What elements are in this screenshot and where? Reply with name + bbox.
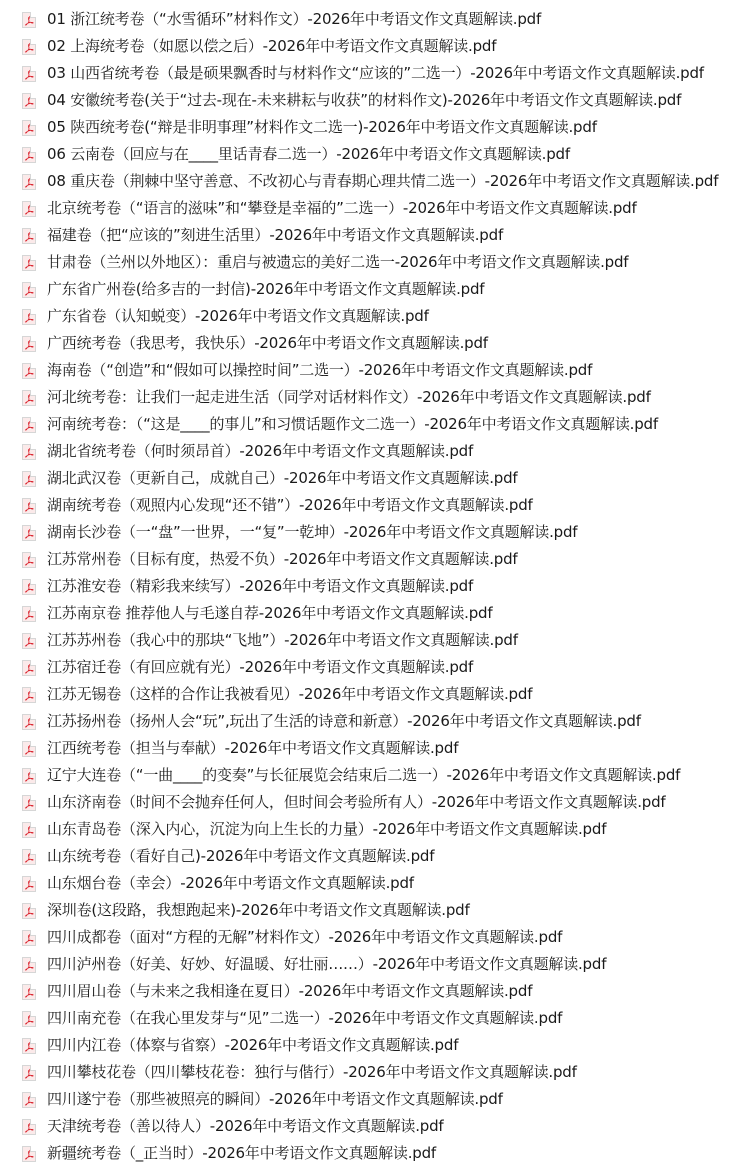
file-name: 四川南充卷（在我心里发芽与“见”二选一）-2026年中考语文作文真题解读.pdf bbox=[47, 1009, 563, 1027]
file-item[interactable] bbox=[0, 6, 744, 33]
pdf-file-icon bbox=[22, 66, 36, 82]
file-name: 广东省广州卷(给多吉的一封信)-2026年中考语文作文真题解读.pdf bbox=[47, 280, 485, 298]
pdf-file-icon bbox=[22, 633, 36, 649]
file-name: 河北统考卷：让我们一起走进生活（同学对话材料作文）-2026年中考语文作文真题解读.pdf bbox=[47, 388, 651, 406]
file-item[interactable] bbox=[0, 438, 744, 465]
file-name: 江苏宿迁卷（有回应就有光）-2026年中考语文作文真题解读.pdf bbox=[47, 658, 474, 676]
file-item[interactable] bbox=[0, 573, 744, 600]
file-item[interactable] bbox=[0, 627, 744, 654]
pdf-file-icon bbox=[22, 1119, 36, 1135]
pdf-file-icon bbox=[22, 228, 36, 244]
file-item[interactable] bbox=[0, 816, 744, 843]
file-item[interactable] bbox=[0, 870, 744, 897]
pdf-file-icon bbox=[22, 1146, 36, 1162]
pdf-file-icon bbox=[22, 39, 36, 55]
file-item[interactable] bbox=[0, 114, 744, 141]
pdf-file-icon bbox=[22, 579, 36, 595]
pdf-file-icon bbox=[22, 147, 36, 163]
file-name: 山东青岛卷（深入内心，沉淀为向上生长的力量）-2026年中考语文作文真题解读.pdf bbox=[47, 820, 607, 838]
pdf-file-icon bbox=[22, 552, 36, 568]
pdf-file-icon bbox=[22, 309, 36, 325]
file-name: 06 云南卷（回应与在____里话青春二选一）-2026年中考语文作文真题解读.pdf bbox=[47, 145, 570, 163]
file-item[interactable] bbox=[0, 1113, 744, 1140]
pdf-file-icon bbox=[22, 795, 36, 811]
file-name: 深圳卷(这段路，我想跑起来)-2026年中考语文作文真题解读.pdf bbox=[47, 901, 470, 919]
file-item[interactable] bbox=[0, 1005, 744, 1032]
file-item[interactable] bbox=[0, 1086, 744, 1113]
file-name: 四川内江卷（体察与省察）-2026年中考语文作文真题解读.pdf bbox=[47, 1036, 459, 1054]
file-name: 甘肃卷（兰州以外地区）：重启与被遗忘的美好二选一-2026年中考语文作文真题解读.pdf bbox=[47, 253, 629, 271]
file-name: 河南统考卷：（“这是____的事儿”和习惯话题作文二选一）-2026年中考语文作文真题解读.pdf bbox=[47, 415, 658, 433]
file-name: 山东烟台卷（幸会）-2026年中考语文作文真题解读.pdf bbox=[47, 874, 414, 892]
file-name: 广东省卷（认知蜕变）-2026年中考语文作文真题解读.pdf bbox=[47, 307, 429, 325]
file-name: 08 重庆卷（荆棘中坚守善意、不改初心与青春期心理共情二选一）-2026年中考语文作文真题解读.pdf bbox=[47, 172, 719, 190]
file-name: 山东统考卷（看好自己)-2026年中考语文作文真题解读.pdf bbox=[47, 847, 435, 865]
pdf-file-icon bbox=[22, 282, 36, 298]
pdf-file-icon bbox=[22, 606, 36, 622]
file-name: 湖南统考卷（观照内心发现“还不错”）-2026年中考语文作文真题解读.pdf bbox=[47, 496, 533, 514]
file-name: 江苏苏州卷（我心中的那块“飞地”）-2026年中考语文作文真题解读.pdf bbox=[47, 631, 518, 649]
pdf-file-icon bbox=[22, 957, 36, 973]
pdf-file-icon bbox=[22, 1038, 36, 1054]
file-item[interactable] bbox=[0, 141, 744, 168]
file-item[interactable] bbox=[0, 303, 744, 330]
pdf-file-icon bbox=[22, 1065, 36, 1081]
file-item[interactable] bbox=[0, 276, 744, 303]
file-item[interactable] bbox=[0, 87, 744, 114]
file-name: 江苏无锡卷（这样的合作让我被看见）-2026年中考语文作文真题解读.pdf bbox=[47, 685, 533, 703]
pdf-file-icon bbox=[22, 660, 36, 676]
file-item[interactable] bbox=[0, 708, 744, 735]
file-item[interactable] bbox=[0, 411, 744, 438]
file-name: 四川成都卷（面对“方程的无解”材料作文）-2026年中考语文作文真题解读.pdf bbox=[47, 928, 563, 946]
file-item[interactable] bbox=[0, 33, 744, 60]
pdf-file-icon bbox=[22, 363, 36, 379]
file-name: 新疆统考卷（_正当时）-2026年中考语文作文真题解读.pdf bbox=[47, 1144, 436, 1162]
file-item[interactable] bbox=[0, 330, 744, 357]
file-name: 福建卷（把“应该的”刻进生活里）-2026年中考语文作文真题解读.pdf bbox=[47, 226, 504, 244]
pdf-file-icon bbox=[22, 498, 36, 514]
file-item[interactable] bbox=[0, 195, 744, 222]
pdf-file-icon bbox=[22, 93, 36, 109]
file-name: 01 浙江统考卷（“水雪循环”材料作文）-2026年中考语文作文真题解读.pdf bbox=[47, 10, 542, 28]
file-name: 四川攀枝花卷（四川攀枝花卷：独行与偕行）-2026年中考语文作文真题解读.pdf bbox=[47, 1063, 577, 1081]
pdf-file-icon bbox=[22, 120, 36, 136]
pdf-file-icon bbox=[22, 714, 36, 730]
file-name: 03 山西省统考卷（最是硕果飘香时与材料作文“应该的”二选一）-2026年中考语文作文真题解读.pdf bbox=[47, 64, 704, 82]
file-item[interactable] bbox=[0, 60, 744, 87]
pdf-file-icon bbox=[22, 822, 36, 838]
pdf-file-icon bbox=[22, 1011, 36, 1027]
pdf-file-icon bbox=[22, 255, 36, 271]
file-name: 四川遂宁卷（那些被照亮的瞬间）-2026年中考语文作文真题解读.pdf bbox=[47, 1090, 503, 1108]
file-name: 辽宁大连卷（“一曲____的变奏”与长征展览会结束后二选一）-2026年中考语文作文真题解读.pdf bbox=[47, 766, 681, 784]
file-item[interactable] bbox=[0, 897, 744, 924]
pdf-file-icon bbox=[22, 1092, 36, 1108]
pdf-file-icon bbox=[22, 930, 36, 946]
pdf-file-icon bbox=[22, 741, 36, 757]
file-item[interactable] bbox=[0, 600, 744, 627]
file-item[interactable] bbox=[0, 951, 744, 978]
file-name: 02 上海统考卷（如愿以偿之后）-2026年中考语文作文真题解读.pdf bbox=[47, 37, 497, 55]
file-name: 北京统考卷（“语言的滋味”和“攀登是幸福的”二选一）-2026年中考语文作文真题解读.pdf bbox=[47, 199, 637, 217]
file-item[interactable] bbox=[0, 735, 744, 762]
file-name: 四川泸州卷（好美、好妙、好温暖、好壮丽……）-2026年中考语文作文真题解读.pdf bbox=[47, 955, 607, 973]
file-item[interactable] bbox=[0, 789, 744, 816]
file-item[interactable] bbox=[0, 168, 744, 195]
file-item[interactable] bbox=[0, 654, 744, 681]
file-item[interactable] bbox=[0, 546, 744, 573]
pdf-file-icon bbox=[22, 876, 36, 892]
file-item[interactable] bbox=[0, 681, 744, 708]
pdf-file-icon bbox=[22, 444, 36, 460]
file-name: 04 安徽统考卷(关于“过去-现在-未来耕耘与收获”的材料作文)-2026年中考语文作文真题解读.pdf bbox=[47, 91, 682, 109]
pdf-file-icon bbox=[22, 471, 36, 487]
pdf-file-icon bbox=[22, 984, 36, 1000]
file-name: 05 陕西统考卷(“辩是非明事理”材料作文二选一)-2026年中考语文作文真题解读.pdf bbox=[47, 118, 597, 136]
pdf-file-icon bbox=[22, 12, 36, 28]
file-item[interactable] bbox=[0, 1059, 744, 1086]
file-item[interactable] bbox=[0, 249, 744, 276]
file-item[interactable] bbox=[0, 384, 744, 411]
file-item[interactable] bbox=[0, 924, 744, 951]
file-item[interactable] bbox=[0, 978, 744, 1005]
file-name: 广西统考卷（我思考，我快乐）-2026年中考语文作文真题解读.pdf bbox=[47, 334, 488, 352]
file-name: 湖北武汉卷（更新自己，成就自己）-2026年中考语文作文真题解读.pdf bbox=[47, 469, 518, 487]
pdf-file-icon bbox=[22, 903, 36, 919]
pdf-file-icon bbox=[22, 687, 36, 703]
file-item[interactable] bbox=[0, 465, 744, 492]
file-item[interactable] bbox=[0, 519, 744, 546]
file-name: 湖北省统考卷（何时须昂首）-2026年中考语文作文真题解读.pdf bbox=[47, 442, 474, 460]
file-name: 江苏常州卷（目标有度，热爱不负）-2026年中考语文作文真题解读.pdf bbox=[47, 550, 518, 568]
pdf-file-icon bbox=[22, 201, 36, 217]
pdf-file-icon bbox=[22, 849, 36, 865]
file-item[interactable] bbox=[0, 762, 744, 789]
file-name: 湖南长沙卷（一“盘”一世界，一“复”一乾坤）-2026年中考语文作文真题解读.pdf bbox=[47, 523, 578, 541]
file-name: 江苏南京卷 推荐他人与毛遂自荐-2026年中考语文作文真题解读.pdf bbox=[47, 604, 493, 622]
pdf-file-icon bbox=[22, 768, 36, 784]
file-item[interactable] bbox=[0, 357, 744, 384]
pdf-file-icon bbox=[22, 174, 36, 190]
file-name: 海南卷（“创造”和“假如可以操控时间”二选一）-2026年中考语文作文真题解读.pdf bbox=[47, 361, 593, 379]
file-name: 四川眉山卷（与未来之我相逢在夏日）-2026年中考语文作文真题解读.pdf bbox=[47, 982, 533, 1000]
file-name: 江西统考卷（担当与奉献）-2026年中考语文作文真题解读.pdf bbox=[47, 739, 459, 757]
pdf-file-icon bbox=[22, 525, 36, 541]
file-name: 山东济南卷（时间不会抛弃任何人，但时间会考验所有人）-2026年中考语文作文真题解读.pdf bbox=[47, 793, 666, 811]
pdf-file-icon bbox=[22, 417, 36, 433]
file-item[interactable] bbox=[0, 1032, 744, 1059]
file-item[interactable] bbox=[0, 492, 744, 519]
file-name: 天津统考卷（善以待人）-2026年中考语文作文真题解读.pdf bbox=[47, 1117, 444, 1135]
file-item[interactable] bbox=[0, 222, 744, 249]
pdf-file-icon bbox=[22, 390, 36, 406]
pdf-file-icon bbox=[22, 336, 36, 352]
file-name: 江苏淮安卷（精彩我来续写）-2026年中考语文作文真题解读.pdf bbox=[47, 577, 474, 595]
file-item[interactable] bbox=[0, 1140, 744, 1167]
file-name: 江苏扬州卷（扬州人会“玩”,玩出了生活的诗意和新意）-2026年中考语文作文真题解读.pdf bbox=[47, 712, 641, 730]
file-item[interactable] bbox=[0, 843, 744, 870]
